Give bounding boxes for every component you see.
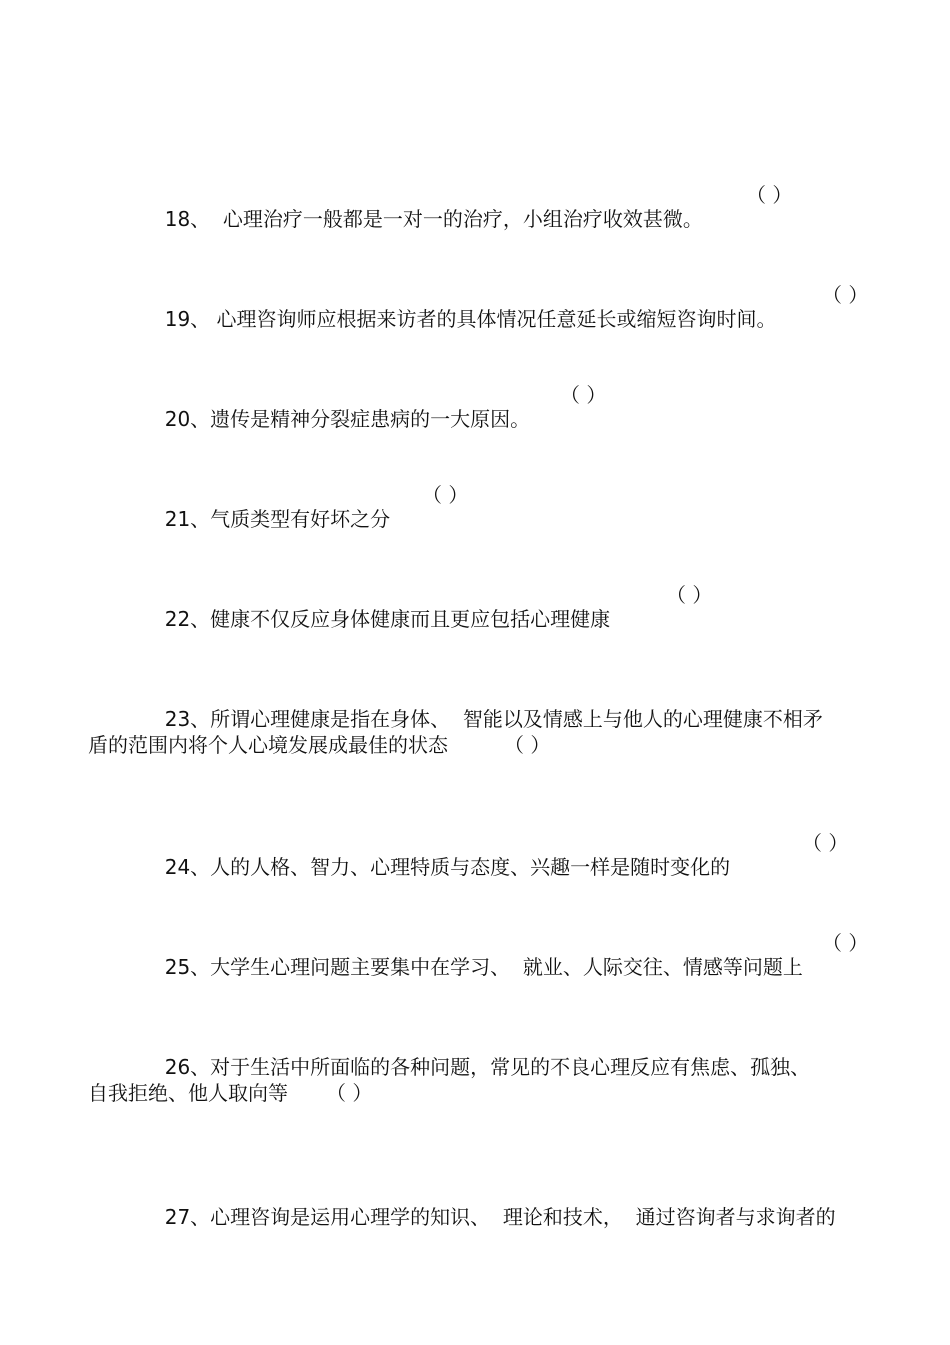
question-22: [152, 583, 610, 631]
question-number: 25: [164, 955, 191, 979]
answer-blank: （ ）: [326, 1081, 373, 1105]
question-continuation: 自我拒绝、他人取向等: [88, 1081, 288, 1105]
question-text: 、气质类型有好坏之分: [190, 507, 391, 531]
question-number: 23: [164, 707, 191, 731]
answer-blank: （ ）: [746, 183, 793, 207]
question-number: 22: [164, 607, 191, 631]
question-number: 27: [164, 1205, 191, 1229]
question-text: 、 心理咨询师应根据来访者的具体情况任意延长或缩短咨询时间。: [190, 307, 777, 331]
question-26: [152, 1031, 810, 1079]
question-21: [152, 483, 390, 531]
question-25: [152, 931, 803, 979]
question-27: [152, 1181, 836, 1229]
question-text: 、人的人格、智力、心理特质与态度、兴趣一样是随时变化的: [190, 855, 731, 879]
question-text: 、所谓心理健康是指在身体、 智能以及情感上与他人的心理健康不相矛: [190, 707, 823, 731]
answer-blank: （ ）: [560, 383, 607, 407]
question-24: [152, 831, 730, 879]
answer-blank: （ ）: [666, 583, 713, 607]
question-number: 21: [164, 507, 191, 531]
question-continuation: 盾的范围内将个人心境发展成最佳的状态: [88, 733, 448, 757]
question-number: 19: [164, 307, 191, 331]
answer-blank: （ ）: [802, 831, 849, 855]
question-23: [152, 683, 823, 731]
question-number: 18: [164, 207, 191, 231]
question-number: 26: [164, 1055, 191, 1079]
question-number: 20: [164, 407, 191, 431]
question-text: 、大学生心理问题主要集中在学习、 就业、人际交往、情感等问题上: [190, 955, 803, 979]
answer-blank: （ ）: [822, 931, 869, 955]
question-text: 、 心理治疗一般都是一对一的治疗，小组治疗收效甚微。: [190, 207, 703, 231]
question-text: 、对于生活中所面临的各种问题，常见的不良心理反应有焦虑、孤独、: [190, 1055, 811, 1079]
question-text: 、健康不仅反应身体健康而且更应包括心理健康: [190, 607, 611, 631]
answer-blank: （ ）: [504, 733, 551, 757]
answer-blank: （ ）: [822, 283, 869, 307]
question-text: 、心理咨询是运用心理学的知识、 理论和技术， 通过咨询者与求询者的: [190, 1205, 836, 1229]
question-19: [152, 283, 777, 331]
question-20: [152, 383, 530, 431]
question-18: [152, 183, 703, 231]
question-text: 、遗传是精神分裂症患病的一大原因。: [190, 407, 531, 431]
question-number: 24: [164, 855, 191, 879]
answer-blank: （ ）: [422, 483, 469, 507]
